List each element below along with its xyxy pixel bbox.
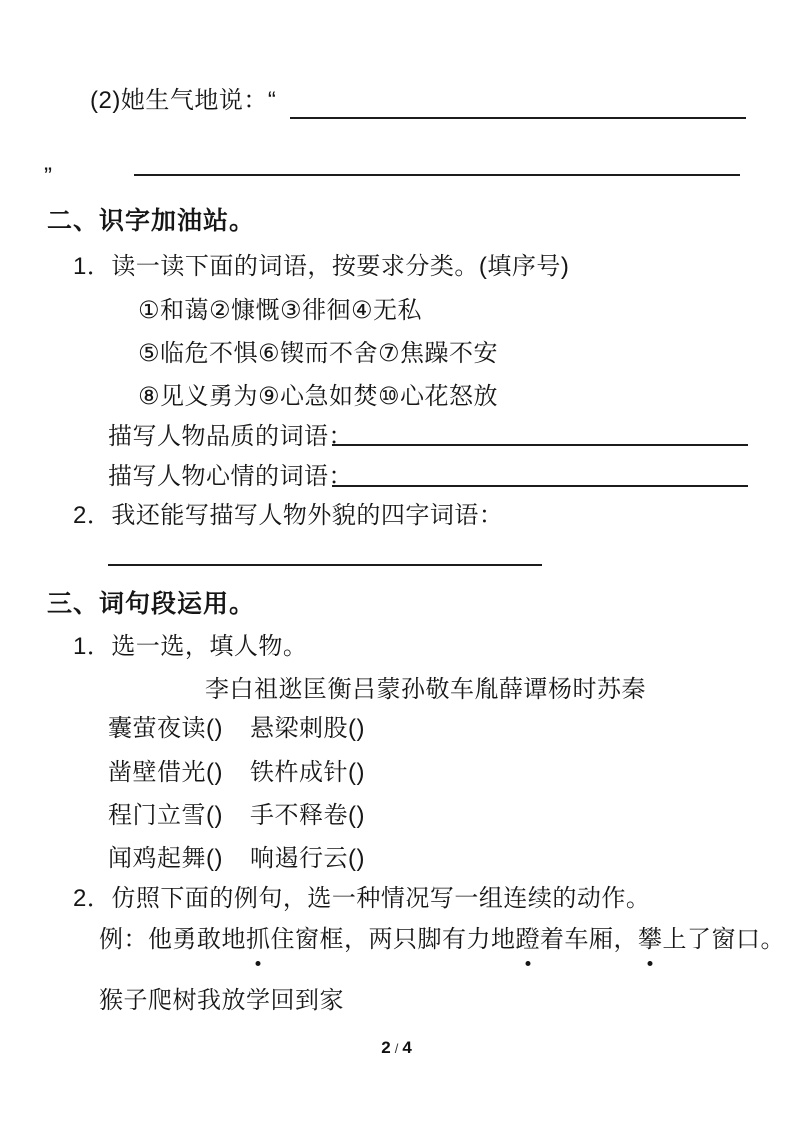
answer-blank-line [134,174,740,176]
page-separator: / [394,1041,399,1056]
closing-quote: ” [44,163,53,190]
idiom-item: 悬梁刺股() [249,715,365,742]
section-3-q2-prompt: 2．仿照下面的例句，选一种情况写一组连续的动作。 [73,885,651,912]
word-bank-row: ⑤临危不惧⑥锲而不舍⑦焦躁不安 [138,340,499,367]
idiom-row [108,801,365,831]
idiom-item: 铁杵成针() [249,759,365,786]
idiom-row [108,714,365,744]
name-bank: 李白祖逖匡衡吕蒙孙敬车胤薛谭杨时苏秦 [205,676,646,703]
question-2-2-prompt: (2)她生气地说：“ [90,87,277,114]
idiom-item: 程门立雪() [108,802,223,829]
example-segment-emphasized: 抓 [246,926,271,953]
idiom-item: 响遏行云() [249,845,365,872]
answer-blank-line [332,444,748,446]
quality-words-label: 描写人物品质的词语： [108,423,353,450]
section-3-heading: 三、词句段运用。 [47,590,256,618]
example-segment: 上了窗口。 [662,926,785,953]
word-bank-row: ⑧见义勇为⑨心急如焚⑩心花怒放 [138,383,499,410]
answer-blank-line [108,564,542,566]
situations-options: 猴子爬树我放学回到家 [99,987,344,1014]
idiom-item: 凿壁借光() [108,759,223,786]
page-number [0,1038,793,1058]
example-segment-emphasized: 蹬 [515,926,540,953]
example-segment: 着车厢， [540,926,638,953]
section-2-q1-prompt: 1．读一读下面的词语，按要求分类。(填序号) [73,253,570,280]
example-segment-emphasized: 攀 [638,926,663,953]
idiom-item: 手不释卷() [249,802,365,829]
example-segment: 例：他勇敢地 [99,926,246,953]
answer-blank-line [290,117,746,119]
idiom-item: 闻鸡起舞() [108,845,223,872]
word-bank-row: ①和蔼②慷慨③徘徊④无私 [138,297,423,324]
idiom-row [108,758,365,788]
idiom-item: 囊萤夜读() [108,715,223,742]
section-3-q1-prompt: 1．选一选，填人物。 [73,633,308,660]
mood-words-label: 描写人物心情的词语： [108,463,353,490]
current-page: 2 [381,1038,391,1057]
example-segment: 住窗框，两只脚有力地 [270,926,516,953]
total-pages: 4 [402,1038,412,1057]
idiom-row [108,844,365,874]
section-2-q2-prompt: 2．我还能写描写人物外貌的四字词语： [73,502,504,529]
answer-blank-line [332,485,748,487]
example-sentence [99,925,785,955]
section-2-heading: 二、识字加油站。 [47,207,256,235]
